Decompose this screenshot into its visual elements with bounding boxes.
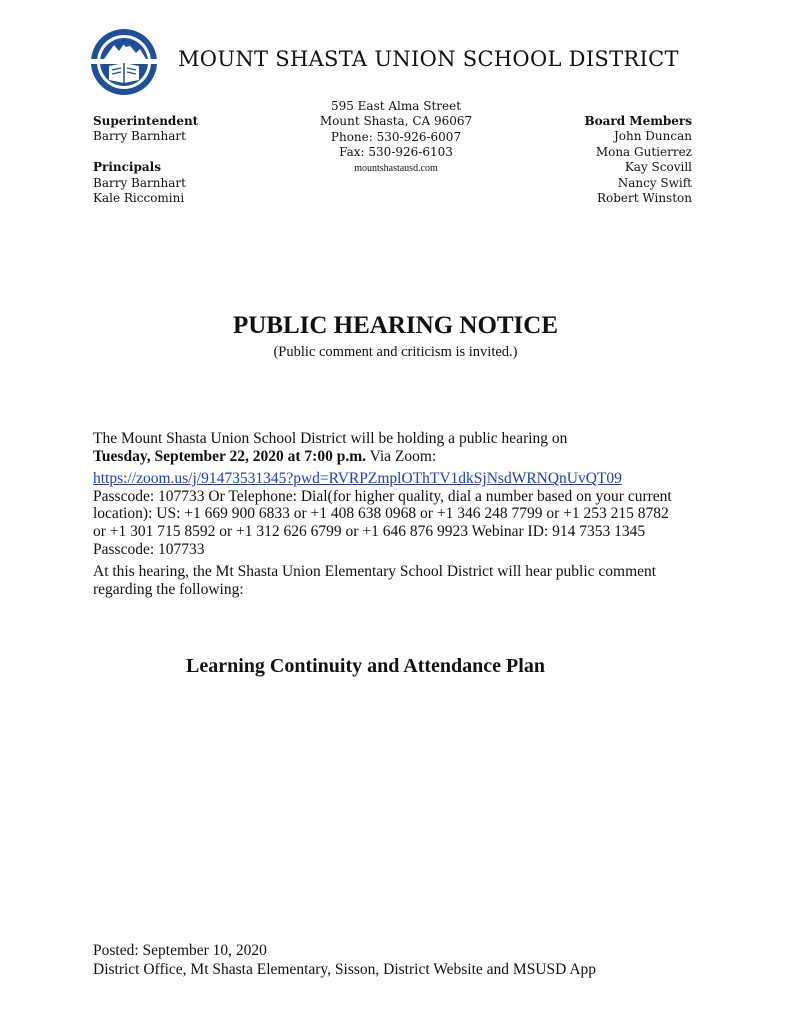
posting-locations: District Office, Mt Shasta Elementary, Sisson, District Website and MSUSD App — [93, 961, 597, 978]
board-member-name: Kay Scovill — [624, 160, 692, 175]
notice-body — [93, 430, 713, 598]
board-members-column — [584, 114, 692, 206]
dial-in-info: location): US: +1 669 900 6833 or +1 408 638 0968 or +1 346 248 7799 or +1 253 215 8782 — [93, 505, 669, 523]
district-name: MOUNT SHASTA UNION SCHOOL DISTRICT — [178, 47, 679, 71]
superintendent-name: Barry Barnhart — [93, 129, 186, 144]
district-address — [296, 99, 496, 176]
board-member-name: Nancy Swift — [617, 175, 692, 190]
board-members-heading: Board Members — [584, 114, 692, 128]
hearing-intro: The Mount Shasta Union School District will be holding a public hearing on — [93, 430, 568, 447]
city-state-zip: Mount Shasta, CA 96067 — [319, 114, 473, 129]
board-member-name: Mona Gutierrez — [595, 144, 692, 159]
via-zoom-label: Via Zoom: — [366, 447, 437, 465]
phone-number: Phone: 530-926-6007 — [330, 129, 462, 144]
hearing-purpose: At this hearing, the Mt Shasta Union Elementary School District will hear public comment — [93, 563, 657, 581]
hearing-datetime-line — [93, 448, 713, 466]
dial-in-info: Passcode: 107733 Or Telephone: Dial(for higher quality, dial a number based on your current — [93, 487, 672, 505]
street-address: 595 East Alma Street — [330, 99, 462, 113]
staff-column — [93, 114, 198, 206]
district-seal-icon — [90, 28, 158, 96]
board-member-name: Robert Winston — [596, 191, 692, 206]
dial-in-info: or +1 301 715 8592 or +1 312 626 6799 or +1 646 876 9923 Webinar ID: 914 7353 1345 — [93, 522, 646, 540]
principals-heading: Principals — [93, 160, 161, 175]
board-member-name: John Duncan — [614, 129, 692, 144]
passcode: Passcode: 107733 — [93, 540, 205, 558]
notice-title: PUBLIC HEARING NOTICE — [232, 312, 559, 339]
plan-title: Learning Continuity and Attendance Plan — [186, 655, 545, 677]
fax-number: Fax: 530-926-6103 — [339, 145, 453, 160]
posting-info — [93, 941, 596, 979]
district-website: mountshastausd.com — [354, 162, 438, 174]
notice-subtitle: (Public comment and criticism is invited.) — [273, 344, 518, 360]
superintendent-heading: Superintendent — [93, 114, 199, 128]
principal-name: Kale Riccomini — [93, 191, 185, 206]
principal-name: Barry Barnhart — [93, 175, 186, 190]
zoom-meeting-link[interactable]: https://zoom.us/j/91473531345?pwd=RVRPZmplOThTV1dkSjNsdWRNQnUvQT09 — [93, 470, 622, 488]
hearing-purpose: regarding the following: — [93, 580, 244, 598]
hearing-datetime: Tuesday, September 22, 2020 at 7:00 p.m. — [93, 447, 366, 465]
posted-date: Posted: September 10, 2020 — [93, 942, 267, 959]
